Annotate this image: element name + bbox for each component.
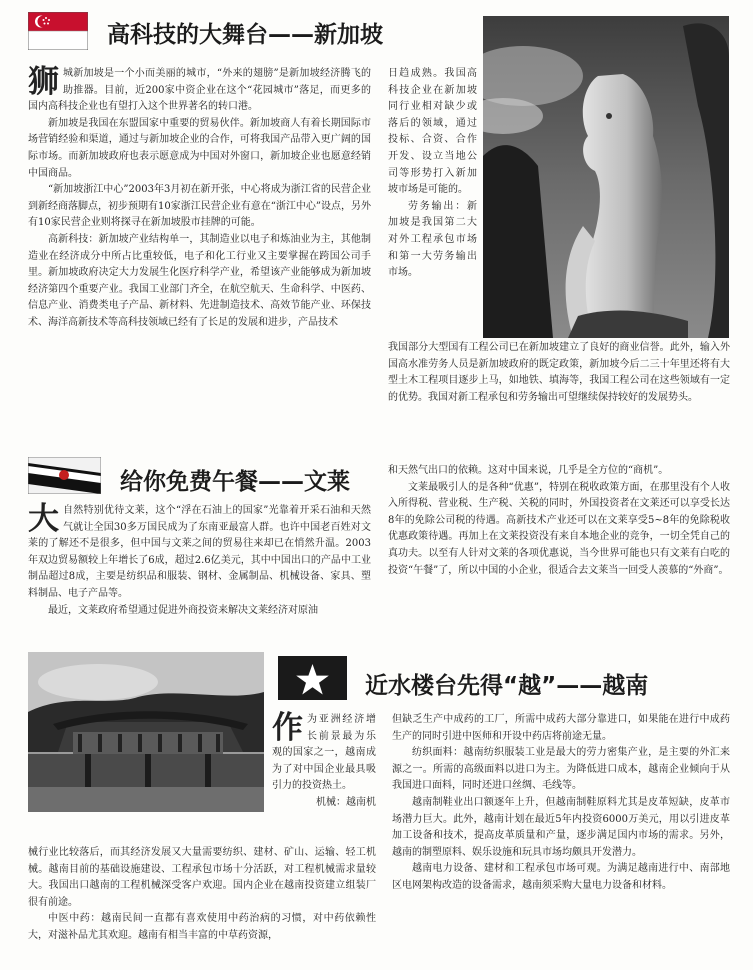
singapore-flag-icon [28, 12, 88, 50]
brunei-paragraph: 和天然气出口的依赖。这对中国来说，几乎是全方位的“商机”。 [388, 465, 669, 476]
singapore-main-column [28, 66, 371, 332]
vietnam-side-column [272, 712, 376, 812]
brunei-section-title: 给你免费午餐——文莱 [120, 469, 350, 495]
brunei-flag-icon [28, 457, 101, 494]
singapore-bottom-column [388, 340, 730, 406]
pagoda-bridge-photo [28, 652, 264, 812]
singapore-hightech-paragraph: 高新科技：新加坡产业结构单一，其制造业以电子和炼油业为主，其他制造业在经济成分中所占比重较低，电子和化工行业又主要掌握在跨国公司手里。新加坡政府决定大力发展生化医疗科学产业，希望该产业能够成为新加坡经济第四个重要产业。我国工业部门齐全，在航空航天、生命科学、中医药、信息产业、消费类电子产品、新材料、先进制造技术、高效节能产业、环保技术、海洋高新技术等高科技领域已经有了长足的发展和进步，产品技术 [28, 233, 371, 328]
singapore-paragraph: “新加坡浙江中心”2003年3月初在新开张，中心将成为浙江省的民营企业到新经商落脚点，初步预期有10家浙江民营企业有意在“浙江中心”设点，另外有10家民营企业则将探寻在新加坡股市挂牌的可能。 [28, 184, 371, 229]
brunei-right-column [388, 463, 730, 579]
brunei-incentive-paragraph: 文莱最吸引人的是各种“优惠”，特别在税收政策方面，在那里没有个人收入所得税、营业税、生产税、关税的同时，外国投资者在文莱还可以享受长达8年的免除公司税的待遇。高新技术产业还可以在文莱享受5~8年的免除税收优惠政策待遇。再加上在文莱投资没有来自本地企业的竞争，一切全凭自己的真功夫。以至有人针对文莱的各项优惠说，当今世界可能也只有文莱有白吃的投资“午餐”了，所以中国的小企业，很适合去文莱当一回受人羡慕的“外商”。 [388, 481, 730, 576]
vietnam-right-column [392, 712, 730, 895]
singapore-section-title: 高科技的大舞台——新加坡 [107, 22, 383, 48]
vietnam-machinery-paragraph: 械行业比较落后，而其经济发展又大量需要纺织、建材、矿山、运输、轻工机械。越南目前的基础设施建设、工程承包市场十分活跃，对工程机械需求量较大。我国出口越南的工程机械深受客户欢迎。国内企业在越南投资建立组装厂很有前途。 [28, 847, 376, 908]
vietnam-paragraph: 但缺乏生产中成药的工厂，所需中成药大部分靠进口，如果能在进行中成药生产的同时引进中医师和开设中药店将前途无量。 [392, 714, 730, 742]
drop-cap: 作 [272, 710, 303, 746]
singapore-paragraph: 新加坡是我国在东盟国家中重要的贸易伙伴。新加坡商人有着长期国际市场营销经验和渠道，通过与新加坡企业的合作，可将我国产品带入更广阔的国际市场。而新加坡政府也表示愿意成为中国对外窗口，新加坡企业也愿意经销中国商品。 [28, 117, 371, 179]
singapore-side-paragraph: 日趋成熟。我国高科技企业在新加坡同行业相对缺少或落后的领域，通过投标、合资、合作开发、设立当地公司等形势打入新加坡市场是可能的。 [388, 68, 477, 196]
singapore-labor-paragraph: 劳务输出：新加坡是我国第二大对外工程承包市场和第一大劳务输出市场。 [388, 200, 477, 279]
drop-cap: 狮 [28, 64, 59, 100]
singapore-side-column [388, 66, 477, 282]
merlion-photo [483, 16, 729, 338]
drop-cap: 大 [28, 501, 59, 537]
vietnam-intro-paragraph: 作为亚洲经济增长前景最为乐观的国家之一，越南成为了对中国企业最具吸引力的投资热土。 [272, 710, 376, 792]
vietnam-section-title: 近水楼台先得“越”——越南 [365, 673, 649, 699]
vietnam-machinery-heading: 机械：越南机 [316, 796, 376, 808]
singapore-engineering-paragraph: 我国部分大型国有工程公司已在新加坡建立了良好的商业信誉。此外，输入外国高水准劳务人员是新加坡政府的既定政策，新加坡今后二三十年里还将有大型土木工程项目逐步上马，如地铁、填海等，我国工程公司在这些领域有一定的优势。我国对新工程承包和劳务输出可望继续保持较好的发展势头。 [388, 342, 730, 403]
brunei-intro-paragraph: 大自然特别优待文莱，这个“浮在石油上的国家”光靠着开采石油和天然气就让全国30多万国民成为了东南亚最富人群。也许中国老百姓对文莱的了解还不是很多，但中国与文莱之间的贸易往来却已在悄然升温。2003年双边贸易额较上年增长了6成，超过2.6亿美元，其中中国出口的产品中工业制品超过8成，主要是纺织品和服装、钢材、金属制品、机械设备、家具、塑料制品、电子产品等。 [28, 501, 371, 599]
brunei-paragraph: 最近，文莱政府希望通过促进外商投资来解决文莱经济对原油 [48, 604, 318, 616]
vietnam-left-column [28, 845, 376, 945]
brunei-left-column [28, 503, 371, 619]
vietnam-flag-icon [278, 656, 347, 700]
vietnam-medicine-paragraph: 中医中药：越南民间一直都有喜欢使用中药治病的习惯，对中药依赖性大，对滋补品尤其欢迎。越南有相当丰富的中草药资源， [28, 913, 376, 941]
vietnam-leather-paragraph: 越南制鞋业出口额逐年上升，但越南制鞋原料尤其是皮革短缺，皮革市场潜力巨大。此外，越南计划在最近5年内投资6000万美元，用以引进皮革加工设备和技术，提高皮革质量和产量，逐步满足国内市场的需求。另外，越南的制塑原料、娱乐设施和玩具市场均颇具开发潜力。 [392, 796, 730, 858]
singapore-intro-paragraph: 狮城新加坡是一个小而美丽的城市，“外来的翅膀”是新加坡经济腾飞的助推器。目前，近200家中资企业在这个“花园城市”落足，而更多的国内高科技企业也有望打入这个世界著名的转口港。 [28, 64, 371, 113]
vietnam-power-paragraph: 越南电力设备、建材和工程承包市场可观。为满足越南进行中、南部地区电网架构改造的设备需求，越南须采购大量电力设备和材料。 [392, 863, 730, 891]
vietnam-textile-paragraph: 纺织面料：越南纺织服装工业是最大的劳力密集产业，是主要的外汇来源之一。所需的高级面料以进口为主。为降低进口成本，越南企业倾向于从我国进口面料，同时还进口丝绸、毛线等。 [392, 747, 730, 792]
